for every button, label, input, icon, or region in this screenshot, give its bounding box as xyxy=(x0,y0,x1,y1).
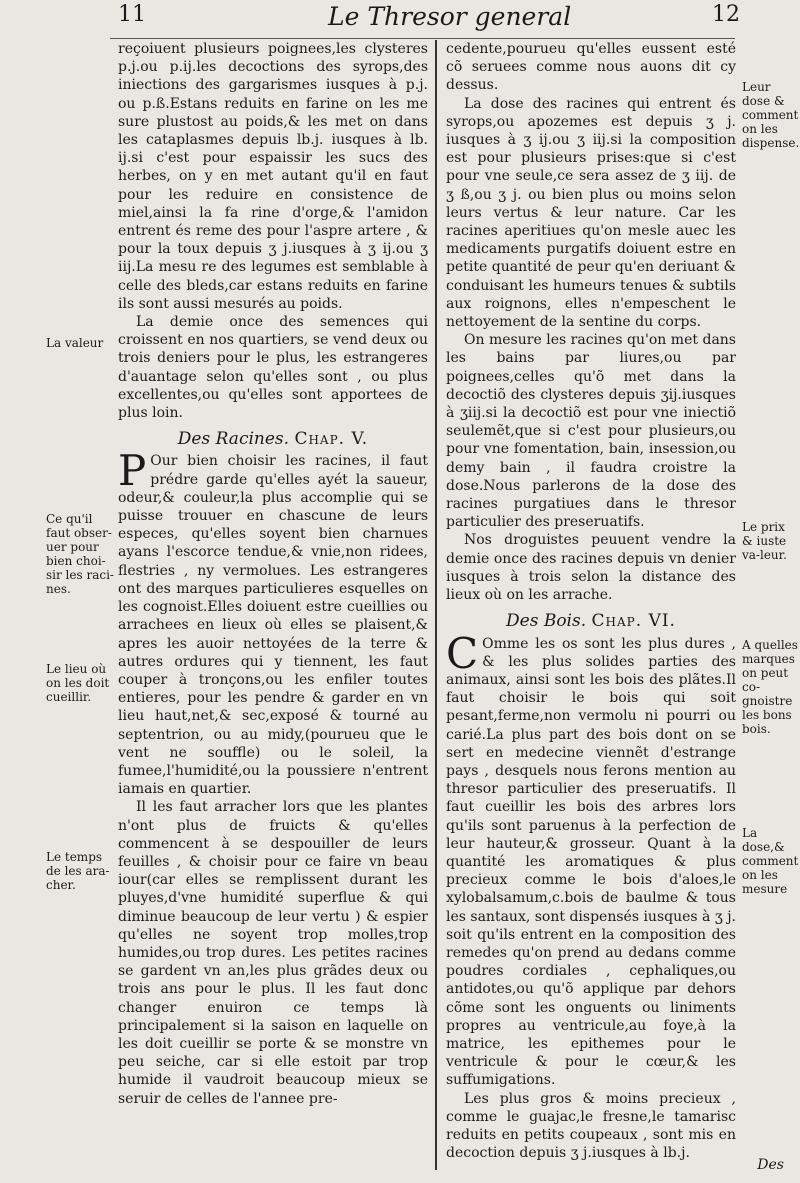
chapter-number: Chap. VI. xyxy=(591,611,676,632)
chapter-number: Chap. V. xyxy=(294,429,369,450)
left-column xyxy=(118,40,428,1108)
paragraph-text: Omme les os sont les plus dures , & les plus solides parties des animaux, ainsi sont les bois des plãtes.Il faut choisir le bois qui soit pesant,ferme,non vermolu ni pourri ou carié.La plus part des bois dont on se sert en medecine viennẽt d'estrange pays , desquels nous ferons mention au thresor particulier des preseruatifs. Il faut cueillir les bois des arbres lors qu'ils sont paruenus à la perfection de leur hauteur,& grosseur. Quant à la quantité les aromatiques & plus precieux comme le bois d'aloes,le xylobalsamum,c.bois de baulme & tous les santaux, sont dispensés iusques à ʒ j. soit qu'ils entrent en la composition des remedes qu'on prend au dedans comme poudres cordiales , cephaliques,ou antidotes,ou qu'õ applique par dehors cõme sont les onguents ou liniments propres au ventricule,au foye,à la matrice, les epithemes pour le ventricule & pour le cœur,& les suffumigations. xyxy=(446,635,736,1089)
paragraph: cedente,pourueu qu'elles eussent esté cõ seruees comme nous auons dit cy dessus. xyxy=(446,41,736,94)
paragraph: Il les faut arracher lors que les plantes n'ont plus de fruicts & qu'elles commencent à se despouiller de leurs feuilles , & choisir pour ce faire vn beau iour(car elles se remplissent durant les pluyes,d'vne humidité superflue & qui diminue beaucoup de leur vertu ) & espier qu'elles ne soyent trop molles,trop humides,ou trop dures. Les petites racines se gardent vn an,les plus grãdes deux ou trois ans pour le plus. Il les faut donc changer enuiron ce temps là principalement si la saison en laquelle on les doit cueillir se porte & se monstre vn peu seiche, car si elle estoit par trop humide il vaudroit beaucoup mieux se seruir de celles de l'annee pre- xyxy=(118,799,428,1107)
margin-note: Le temps de les ara-cher. xyxy=(46,850,110,892)
margin-note: Leur dose & comment on les dispense. xyxy=(742,80,800,150)
catchword: Des xyxy=(757,1157,784,1173)
drop-cap: P xyxy=(118,446,147,496)
chapter-title: Des Bois. xyxy=(506,611,587,632)
paragraph: La demie once des semences qui croissent en nos quartiers, se vend deux ou trois deniers pour le plus, les estrangeres d'auantage selon qu'elles sont , ou plus excellentes,ou qu'elles sont apportees de plus loin. xyxy=(118,314,428,422)
paragraph: reçoiuent plusieurs poignees,les clysteres p.j.ou p.ij.les decoctions des syrops,des iniections des gargarismes iusques à p.j. ou p.ß.Estans reduits en farine on les me sure plustost au poids,& les met on dans les cataplasmes depuis lb.j. iusques à lb. ij.si c'est pour espaissir les sucs des herbes, on y en met autant qu'il en faut pour les reduire en consistence de miel,ainsi la fa rine d'orge,& l'amidon entrent és reme des pour l'aspre artere , & pour la toux depuis ʒ j.iusques à ʒ ij.ou ʒ iij.La mesu re des legumes est semblable à celle des bleds,car estans reduits en farine ils sont aussi mesurés au poids. xyxy=(118,41,428,312)
page-number-left: 11 xyxy=(118,2,146,27)
running-title: Le Thresor general xyxy=(328,2,572,31)
chapter-heading xyxy=(118,430,428,448)
chapter-heading xyxy=(446,612,736,630)
paragraph-text: Our bien choisir les racines, il faut prédre garde qu'elles ayét la saueur, odeur,& couleur,la plus accomplie qui se puisse trouuer en chascune de leurs especes, qu'elles soyent bien charnues ayans l'escorce tendue,& vnie,non ridees, flestries , ny vermolues. Les estrangeres ont des marques particulieres esquelles on les cognoist.Elles doiuent estre cueillies ou arrachees en lieux où elles se plaisent,& apres les auoir nettoyées de la terre & autres ordures qui y tiennent, les faut couper à tronçons,ou les enfiler toutes entieres, pour les pendre & garder en vn lieu haut,net,& sec,exposé & tourné au septentrion, ou au midy,(pourueu que le vent ne souffle) ou le soleil, la fumee,l'humidité,ou la poussiere n'entrent iamais en quartier. xyxy=(118,453,428,798)
header-rule xyxy=(110,38,735,39)
chapter-title: Des Racines. xyxy=(177,429,290,450)
margin-note: La dose,& comment on les mesure xyxy=(742,826,799,896)
paragraph: La dose des racines qui entrent és syrops,ou apozemes est depuis ʒ j. iusques à ʒ ij.ou ʒ iij.si la composition est pour plusieurs prises:que si c'est pour vne seule,ce sera assez de ʒ iij. de ʒ ß,ou ʒ j. ou bien plus ou moins selon leurs vertus & leur nature. Car les racines aperitiues qu'on mesle auec les medicaments purgatifs doiuent estre en petite quantité de peur qu'en deriuant & conduisant les humeurs tenues & subtils aux roignons, elles n'empeschent le nettoyement de la sentine du corps. xyxy=(446,95,736,331)
paragraph xyxy=(446,628,736,1090)
column-divider xyxy=(435,40,437,1170)
margin-note: Le lieu où on les doit cueillir. xyxy=(46,662,110,704)
drop-cap: C xyxy=(446,628,479,678)
margin-note: La valeur xyxy=(46,336,104,350)
page-number-right: 12 xyxy=(712,2,740,27)
paragraph: On mesure les racines qu'on met dans les bains par liures,ou par poignees,celles qu'õ met dans la decoctiõ des clysteres depuis ʒij.iusques à ʒiij.si la decoctiõ est pour vne iniectiõ seulemẽt,que si c'est pour plusieurs,ou pour vne fomentation, bain, insession,ou demy bain , il faudra croistre la dose.Nous parlerons de la dose des racines purgatiues dans le thresor particulier des preseruatifs. xyxy=(446,332,736,531)
margin-note: Le prix & iuste va-leur. xyxy=(742,520,787,562)
margin-note: Ce qu'il faut obser-uer pour bien choi-sir les raci-nes. xyxy=(46,512,114,596)
paragraph xyxy=(118,446,428,798)
margin-note: A quelles marques on peut co-gnoistre les bons bois. xyxy=(742,638,798,736)
paragraph: Nos droguistes peuuent vendre la demie once des racines depuis vn denier iusques à trois selon la distance des lieux où on les arrache. xyxy=(446,532,736,604)
right-column xyxy=(446,40,736,1162)
paragraph: Les plus gros & moins precieux , comme le guajac,le fresne,le tamarisc reduits en petits coupeaux , sont mis en decoction depuis ʒ j.iusques à lb.j. xyxy=(446,1090,736,1162)
